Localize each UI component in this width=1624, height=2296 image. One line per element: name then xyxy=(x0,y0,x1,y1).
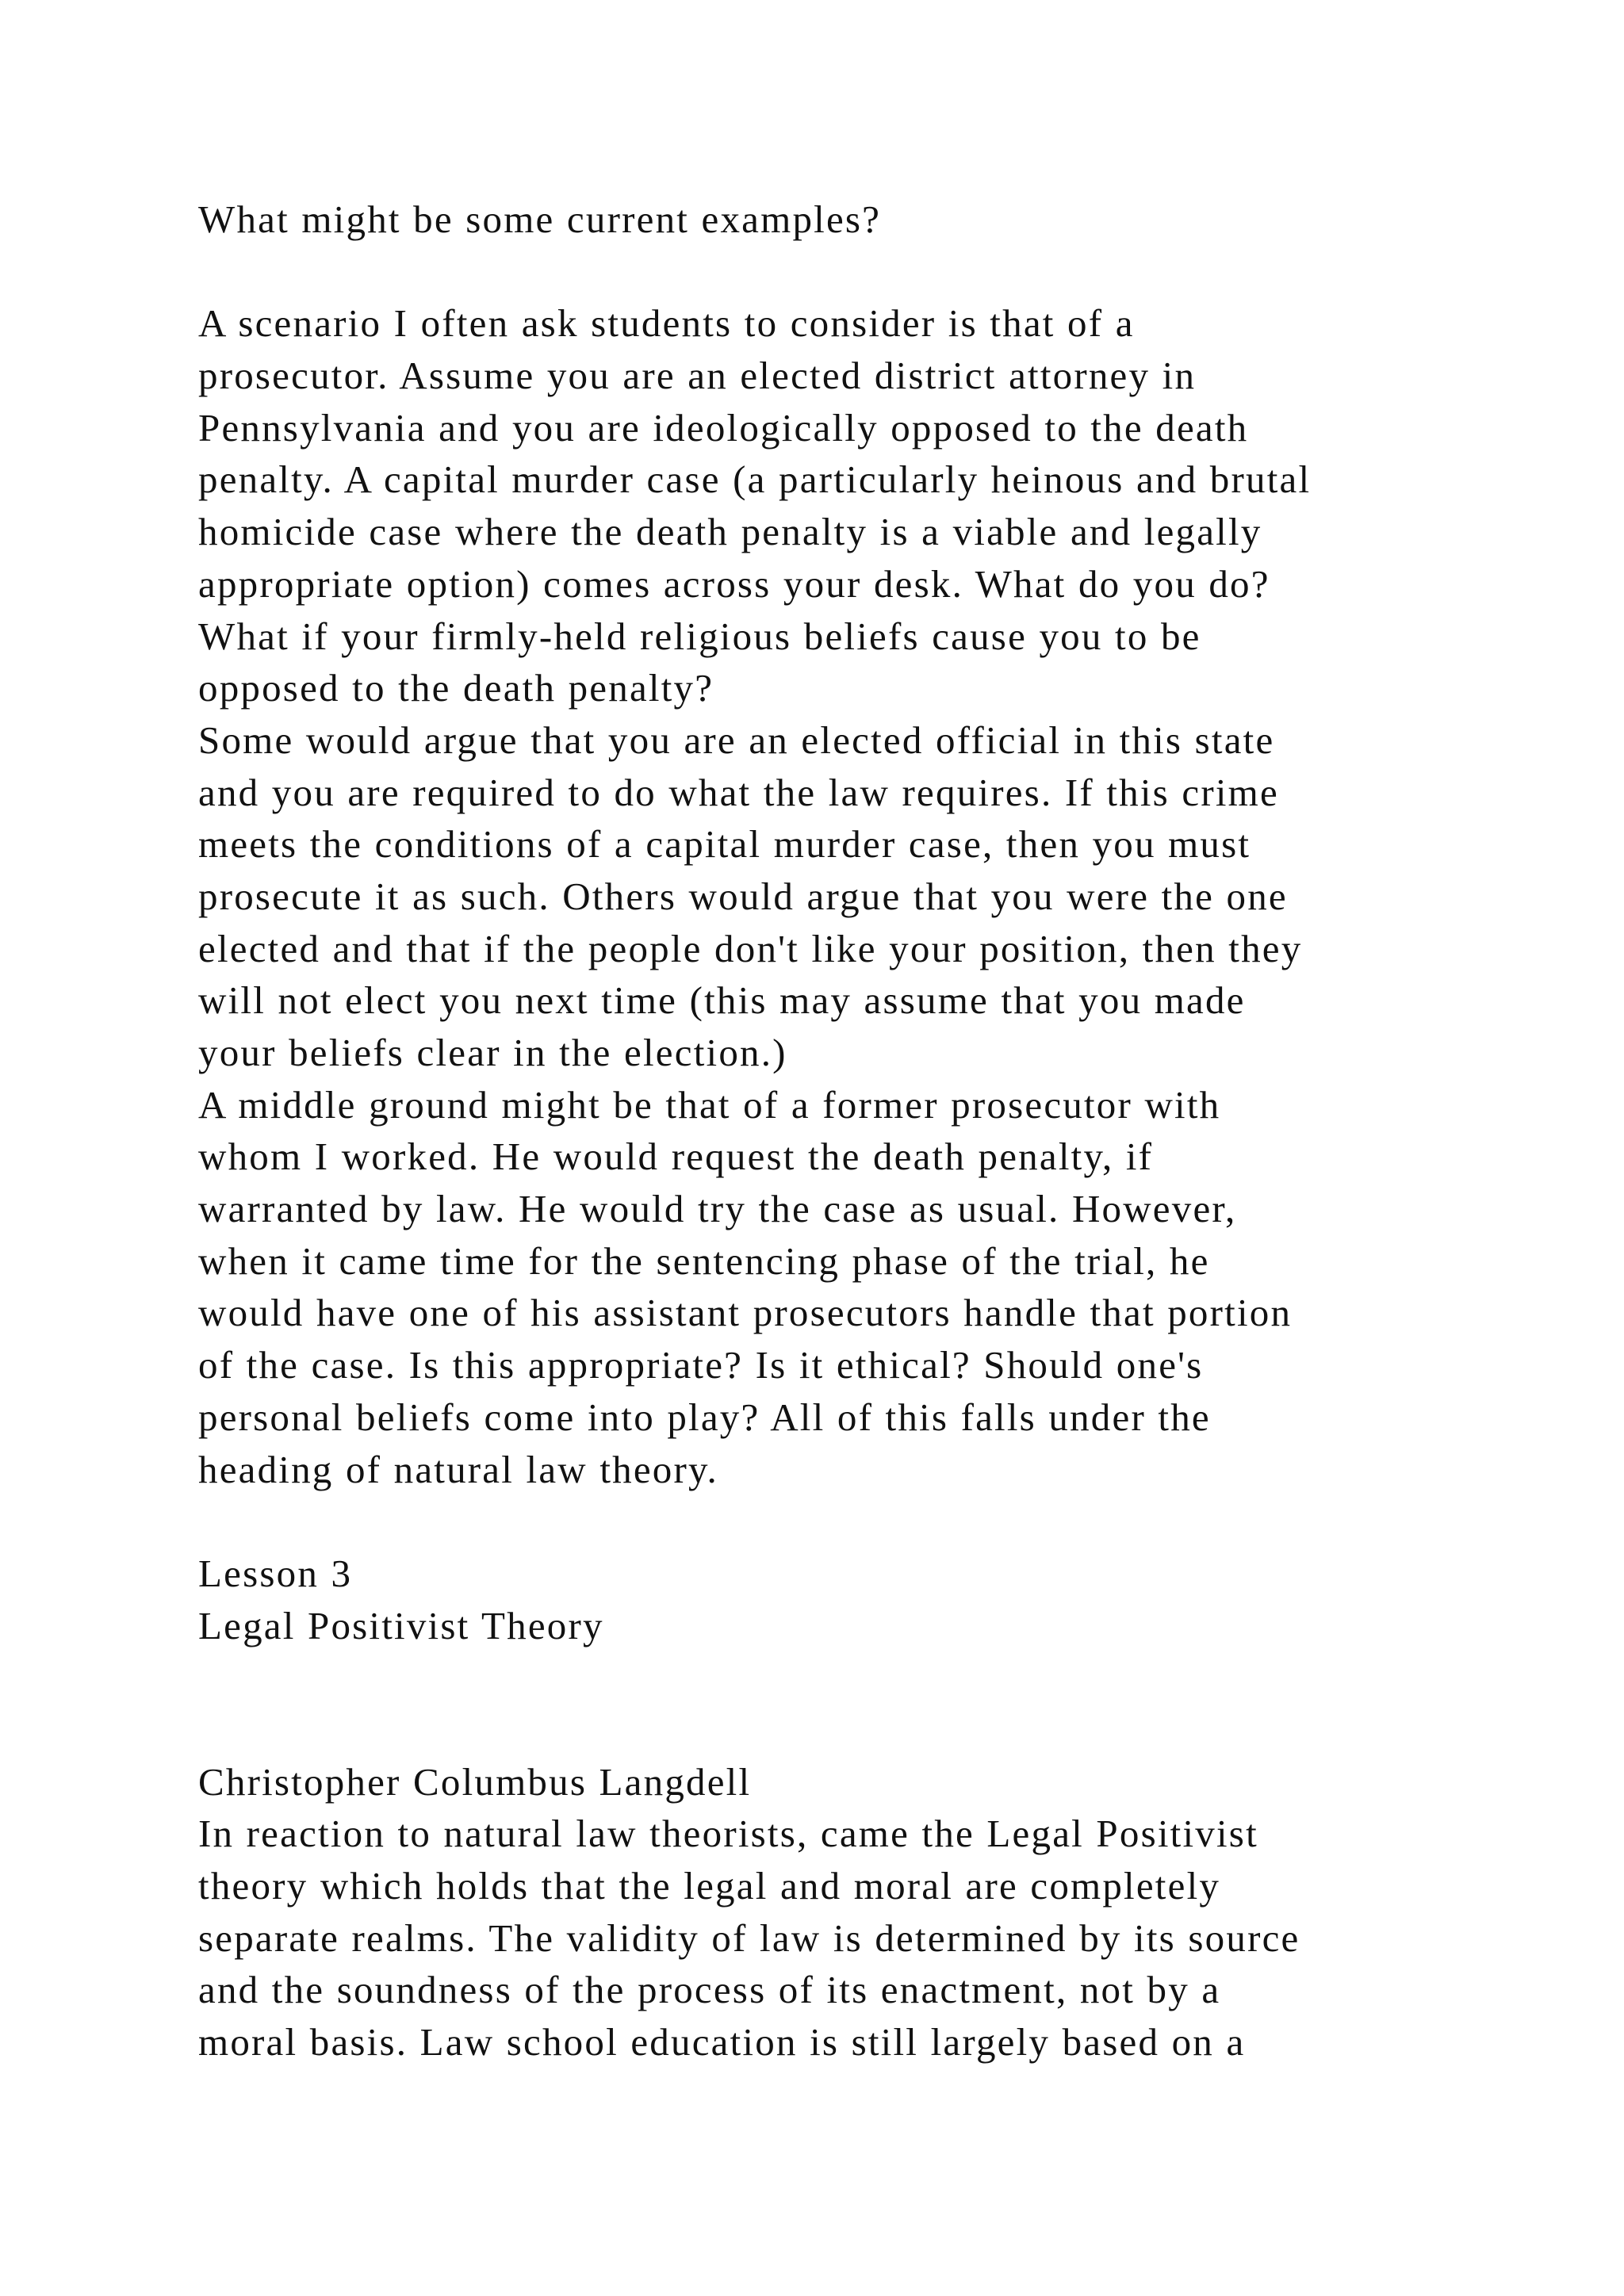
blank-line xyxy=(198,246,1562,298)
text-line: personal beliefs come into play? All of this falls under the xyxy=(198,1395,1211,1439)
blank-line xyxy=(198,1704,1562,1756)
lesson-title: Legal Positivist Theory xyxy=(198,1603,604,1647)
text-line: prosecutor. Assume you are an elected district attorney in xyxy=(198,354,1197,398)
text-line: What if your firmly-held religious beliefs cause you to be xyxy=(198,614,1201,658)
text-line: would have one of his assistant prosecutors handle that portion xyxy=(198,1291,1293,1335)
text-line: when it came time for the sentencing phase of the trial, he xyxy=(198,1238,1210,1283)
text-line: Pennsylvania and you are ideologically opposed to the death xyxy=(198,405,1249,450)
text-line: and you are required to do what the law requires. If this crime xyxy=(198,770,1279,814)
text-line: warranted by law. He would try the case as usual. However, xyxy=(198,1187,1237,1231)
text-line: Some would argue that you are an elected official in this state xyxy=(198,718,1275,762)
text-line: heading of natural law theory. xyxy=(198,1447,718,1491)
text-line: opposed to the death penalty? xyxy=(198,666,714,710)
text-line: and the soundness of the process of its enactment, not by a xyxy=(198,1968,1221,2012)
text-line: separate realms. The validity of law is determined by its source xyxy=(198,1915,1300,1960)
text-line: whom I worked. He would request the death penalty, if xyxy=(198,1135,1154,1179)
text-line: In reaction to natural law theorists, came the Legal Positivist xyxy=(198,1812,1258,1856)
document-body xyxy=(198,193,1562,2068)
blank-line xyxy=(198,1651,1562,1704)
text-line: your beliefs clear in the election.) xyxy=(198,1031,787,1074)
text-line: elected and that if the people don't like your position, then they xyxy=(198,926,1303,970)
text-line: will not elect you next time (this may assume that you made xyxy=(198,978,1246,1023)
text-line: A middle ground might be that of a former prosecutor with xyxy=(198,1082,1221,1127)
text-line: of the case. Is this appropriate? Is it ethical? Should one's xyxy=(198,1343,1204,1387)
text-line: What might be some current examples? xyxy=(198,197,882,241)
text-line: A scenario I often ask students to consider is that of a xyxy=(198,301,1135,346)
text-line: penalty. A capital murder case (a particularly heinous and brutal xyxy=(198,457,1312,502)
text-line: homicide case where the death penalty is a viable and legally xyxy=(198,510,1262,554)
section-heading: Christopher Columbus Langdell xyxy=(198,1759,752,1804)
blank-line xyxy=(198,1495,1562,1548)
lesson-number: Lesson 3 xyxy=(198,1551,353,1595)
text-line: meets the conditions of a capital murder case, then you must xyxy=(198,822,1251,867)
text-line: prosecute it as such. Others would argue that you were the one xyxy=(198,874,1288,918)
text-line: moral basis. Law school education is still largely based on a xyxy=(198,2020,1246,2064)
text-line: theory which holds that the legal and moral are completely xyxy=(198,1864,1221,1908)
text-line: appropriate option) comes across your desk. What do you do? xyxy=(198,561,1270,606)
